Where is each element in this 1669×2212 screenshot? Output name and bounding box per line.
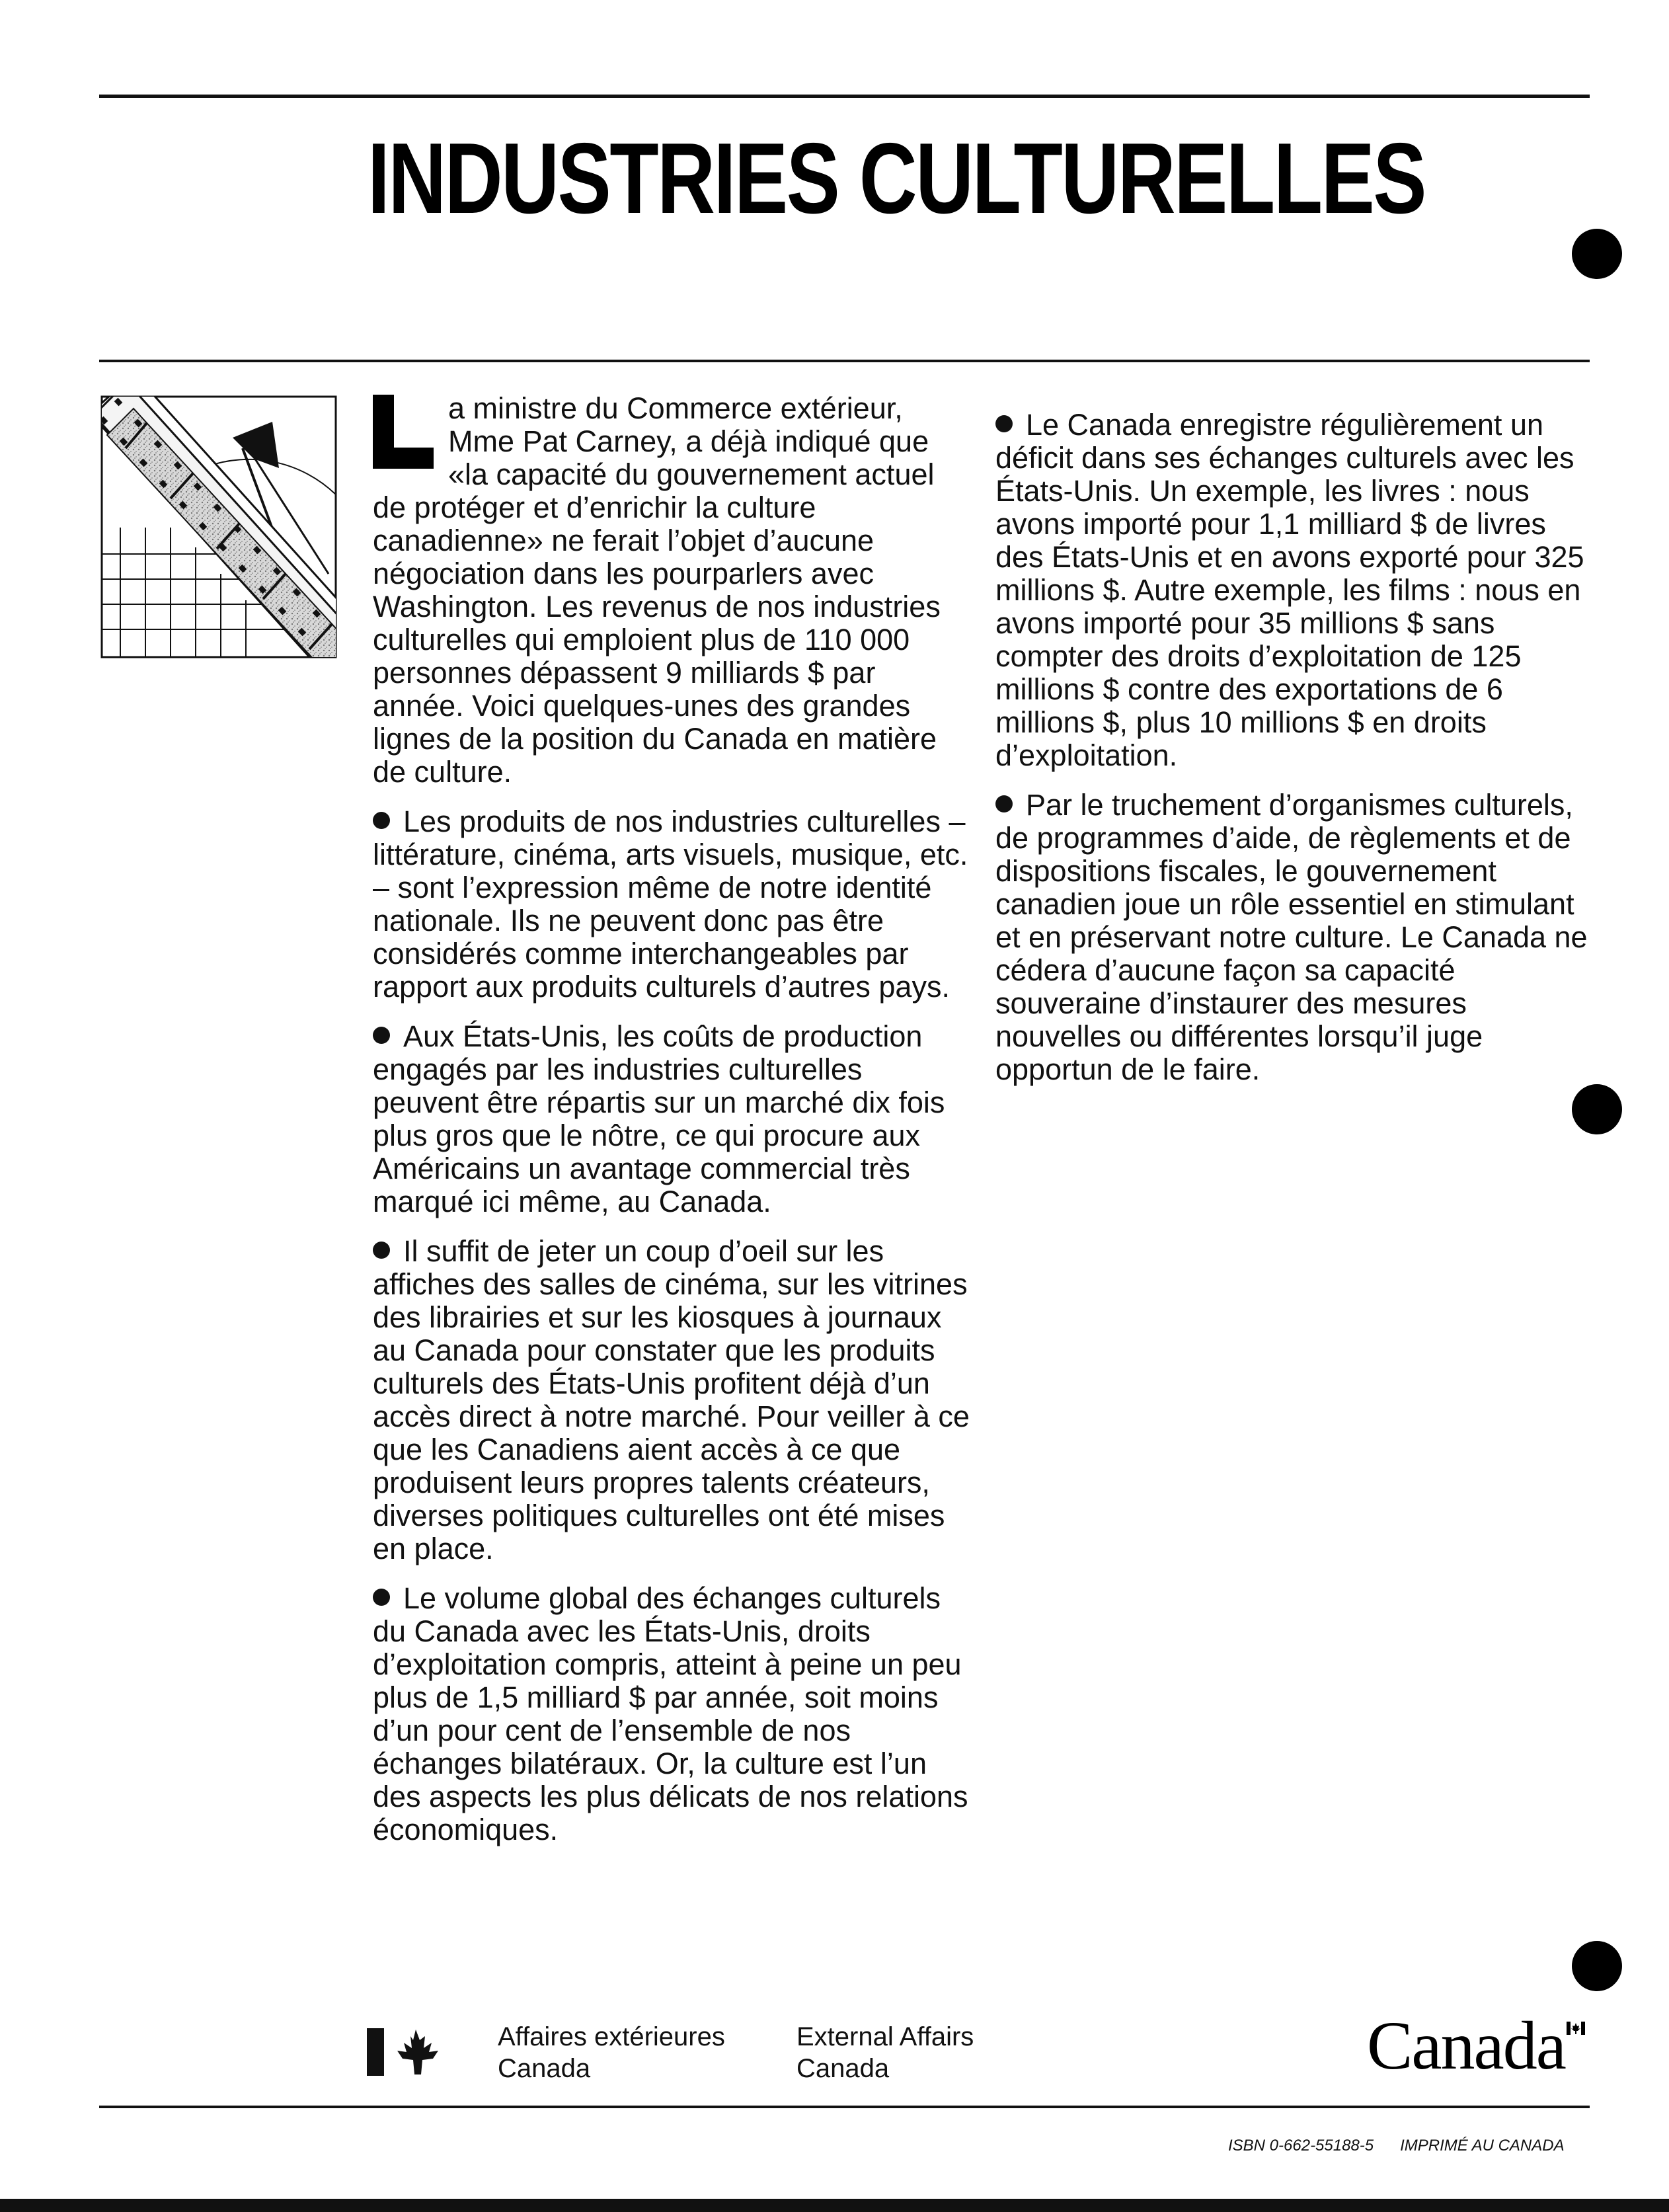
left-bullet-1: Les produits de nos industries culturelles – littérature, cinéma, arts visuels, musique, etc. – sont l’expression même de notre identité nationale. Ils ne peuvent donc pas être considérés comme interchangeables par rapport aux produits culturels d’autres pays. — [373, 805, 968, 1004]
left-column — [373, 392, 971, 1863]
isbn: ISBN 0-662-55188-5 — [1228, 2137, 1374, 2154]
bullet-icon — [995, 795, 1013, 812]
wordmark-flag-icon — [1567, 2022, 1585, 2035]
department-name-english: External Affairs Canada — [796, 2022, 974, 2083]
footer-rule — [99, 2106, 1590, 2108]
title-rule — [99, 360, 1590, 362]
right-bullet-1: Le Canada enregistre régulièrement un déficit dans ses échanges culturels avec les États-Unis. Un exemple, les livres : nous avons importé pour 1,1 milliard $ de livres des États-Unis et en avons exporté pour 325 millions $. Autre exemple, les films : nous en avons importé pour 35 millions $ sans compter des droits d’exploitation de 125 millions $ contre des exportations de 6 millions $, plus 10 millions $ en droits d’exploitation. — [995, 408, 1584, 772]
left-bullet-3: Il suffit de jeter un coup d’oeil sur les affiches des salles de cinéma, sur les vitrines des librairies et sur les kiosques à journaux au Canada pour constater que les produits culturels des États-Unis profitent déjà d’un accès direct à notre marché. Pour veiller à ce que les Canadiens aient accès à ce que produisent leurs propres talents créateurs, diverses politiques culturelles ont été mises en place. — [373, 1234, 970, 1565]
canada-wordmark: Canada — [1367, 2008, 1565, 2084]
right-column — [995, 409, 1594, 1103]
punch-hole-icon — [1572, 1941, 1622, 1991]
bullet-icon — [995, 415, 1013, 432]
right-bullet-2: Par le truchement d’organismes culturels, de programmes d’aide, de règlements et de dispositions fiscales, le gouvernement canadien joue un rôle essentiel en stimulant et en préservant notre culture. Le Canada ne cédera d’aucune façon sa capacité souveraine d’instaurer des mesures nouvelles ou différentes lorsqu’il juge opportun de le faire. — [995, 788, 1588, 1086]
left-bullet-4: Le volume global des échanges culturels du Canada avec les États-Unis, droits d’exploitation compris, atteint à peine un peu plus de 1,5 milliard $ par année, soit moins d’un pour cent de l’ensemble de nos échanges bilatéraux. Or, la culture est l’un des aspects les plus délicats de nos relations économiques. — [373, 1581, 968, 1846]
bullet-icon — [373, 1027, 390, 1044]
publication-info — [1228, 2137, 1565, 2155]
left-bullet-2: Aux États-Unis, les coûts de production engagés par les industries culturelles peuvent être répartis sur un marché dix fois plus gros que le nôtre, ce qui procure aux Américains un avantage commercial très marqué ici même, au Canada. — [373, 1019, 945, 1218]
film-compass-illustration — [100, 395, 337, 658]
bullet-icon — [373, 1589, 390, 1606]
canada-flag-icon — [367, 2027, 446, 2077]
lead-paragraph — [373, 392, 971, 789]
drop-cap-l — [373, 395, 434, 469]
bullet-icon — [373, 1242, 390, 1259]
punch-hole-icon — [1572, 1084, 1622, 1134]
punch-hole-icon — [1572, 229, 1622, 279]
page-title: INDUSTRIES CULTURELLES — [368, 122, 1426, 235]
printed-in: IMPRIMÉ AU CANADA — [1400, 2137, 1565, 2154]
bullet-icon — [373, 812, 390, 829]
top-rule — [99, 95, 1590, 98]
scan-edge — [0, 2199, 1669, 2212]
intro-text: a ministre du Commerce extérieur, Mme Pat Carney, a déjà indiqué que «la capacité du gouvernement actuel de protéger et d’enrichir la culture canadienne» ne ferait l’objet d’aucune négociation dans les pourparlers avec Washington. Les revenus de nos industries culturelles qui emploient plus de 110 000 personnes dépassent 9 milliards $ par année. Voici quelques-unes des grandes lignes de la position du Canada en matière de culture. — [373, 391, 941, 789]
department-name-french: Affaires extérieures Canada — [498, 2022, 725, 2083]
